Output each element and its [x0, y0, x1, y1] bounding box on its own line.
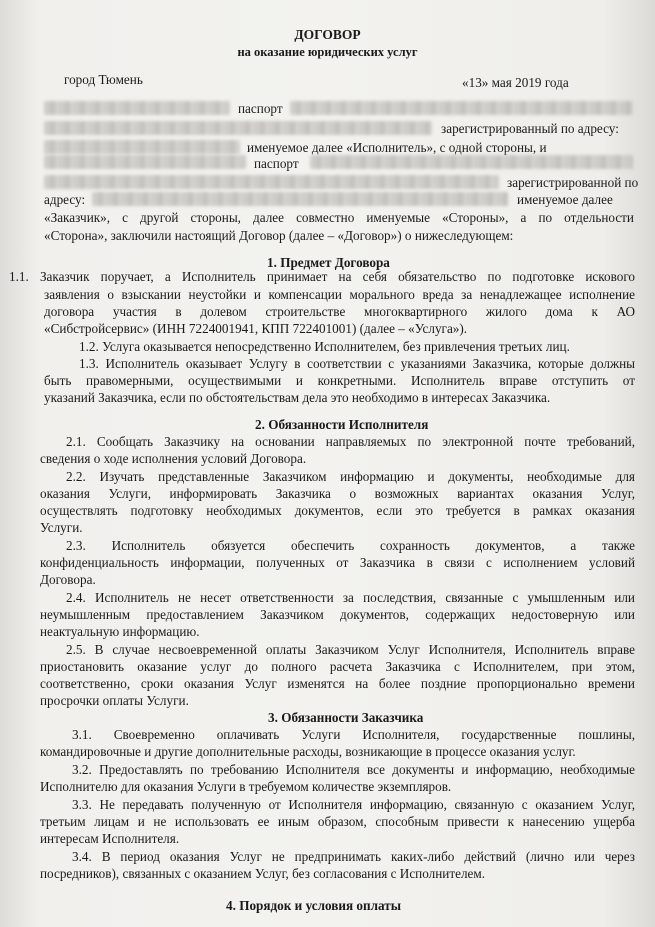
- clause-1-2: 1.2. Услуга оказывается непосредственно Исполнителем, без привлечения третьих лиц.: [79, 339, 570, 354]
- section-3-heading: 3. Обязанности Заказчика: [268, 710, 424, 725]
- city: город Тюмень: [64, 72, 143, 87]
- clause-3-2-line-2: Исполнителю для оказания Услуги в требуемом количестве экземпляров.: [40, 779, 452, 794]
- redacted-name: [44, 101, 230, 115]
- redacted-passport-issue: [44, 121, 432, 135]
- clause-1-1-line-1: 1.1. Заказчик поручает, а Исполнитель принимает на себя обязательство по подготовке искового: [9, 269, 635, 284]
- redacted-passport: [290, 101, 633, 115]
- parties-line-7: «Заказчик», с другой стороны, далее совместно именуемые «Стороны», а по отдельности: [44, 210, 634, 225]
- clause-2-3-line-2: конфиденциальность информации, полученных от Заказчика в связи с исполнением условий: [40, 555, 635, 570]
- clause-1-1-line-4: «Сибстройсервис» (ИНН 7224001941, КПП 722401001) (далее – «Услуга»).: [44, 321, 468, 336]
- clause-3-3-line-3: интересам Исполнителя.: [40, 831, 180, 846]
- redacted-name-2: [44, 155, 246, 169]
- section-1-heading: 1. Предмет Договора: [267, 255, 390, 270]
- redacted-address: [44, 140, 240, 154]
- clause-2-2-line-1: 2.2. Изучать представленные Заказчиком информацию и документы, необходимые для: [66, 469, 635, 484]
- clause-2-3-line-1: 2.3. Исполнитель обязуется обеспечить сохранность документов, а также: [66, 538, 635, 553]
- clause-2-5-line-3: соответственно, сроки оказания Услуг изменятся на более поздние пропорционально времени: [40, 676, 635, 691]
- section-4-heading: 4. Порядок и условия оплаты: [226, 898, 402, 913]
- clause-3-1-line-2: командировочные и другие дополнительные расходы, возникающие в процессе оказания услуг.: [40, 744, 576, 759]
- clause-2-1-line-2: сведения о ходе исполнения условий Договора.: [40, 451, 307, 466]
- parties-line-8: «Сторона», заключили настоящий Договор (далее – «Договор») о нижеследующем:: [44, 228, 514, 243]
- redacted-address-2: [92, 192, 508, 206]
- clause-2-2-line-4: Услуги.: [40, 520, 83, 535]
- clause-1-3-line-1: 1.3. Исполнитель оказывает Услугу в соответствии с указаниями Заказчика, которые должны: [79, 356, 635, 371]
- clause-3-4-line-1: 3.4. В период оказания Услуг не предпринимать каких-либо действий (лично или через: [72, 849, 635, 864]
- parties-line-2: зарегистрированный по адресу:: [441, 121, 619, 136]
- parties-line-6a: адресу:: [44, 192, 86, 207]
- parties-line-5: зарегистрированной по: [507, 175, 639, 190]
- redacted-passport-issue-2: [44, 175, 499, 189]
- clause-2-2-line-3: осуществлять подготовку необходимых документов, если это требуется в рамках оказания: [40, 503, 635, 518]
- clause-1-1-line-2: заявления о взыскании неустойки и компенсации морального вреда за ненадлежащее исполнение: [44, 287, 635, 302]
- clause-2-5-line-2: приостановить оказание услуг до полного расчета Заказчика с Исполнителем, при этом,: [40, 659, 635, 674]
- parties-line-6b: именуемое далее: [517, 192, 613, 207]
- clause-2-5-line-1: 2.5. В случае несвоевременной оплаты Заказчиком Услуг Исполнителя, Исполнитель вправе: [66, 642, 635, 657]
- clause-2-2-line-2: оказания Услуги, информировать Заказчика о возможных вариантах оказания Услуг,: [40, 486, 635, 501]
- clause-3-3-line-2: третьим лицам и не использовать ее иным образом, способным привести к нанесению ущерба: [40, 814, 635, 829]
- section-2-heading: 2. Обязанности Исполнителя: [255, 417, 429, 432]
- clause-2-4-line-3: неактуальную информацию.: [40, 624, 200, 639]
- parties-line-1: паспорт: [238, 101, 283, 116]
- document-subtitle: на оказание юридических услуг: [237, 45, 418, 59]
- clause-2-1-line-1: 2.1. Сообщать Заказчику на основании направляемых по электронной почте требований,: [66, 434, 635, 449]
- parties-line-3: именуемое далее «Исполнитель», с одной стороны, и: [247, 140, 547, 155]
- clause-1-3-line-3: указаний Заказчика, если по обстоятельствам дела это необходимо в интересах Заказчика.: [44, 390, 551, 405]
- clause-3-3-line-1: 3.3. Не передавать полученную от Исполнителя информацию, связанную с оказанием Услуг,: [72, 797, 635, 812]
- clause-3-4-line-2: посредников), связанных с оказанием Услуг, без согласования с Исполнителем.: [40, 866, 486, 881]
- parties-line-4: паспорт: [254, 156, 299, 171]
- clause-2-3-line-3: Договора.: [40, 572, 96, 587]
- contract-date: «13» мая 2019 года: [462, 75, 569, 90]
- document-title: ДОГОВОР: [294, 27, 361, 42]
- clause-3-1-line-1: 3.1. Своевременно оплачивать Услуги Исполнителя, государственные пошлины,: [72, 727, 635, 742]
- clause-3-2-line-1: 3.2. Предоставлять по требованию Исполнителя все документы и информацию, необходимые: [72, 762, 635, 777]
- redacted-passport-2: [310, 155, 633, 169]
- clause-1-3-line-2: быть правомерными, осуществимыми и конкретными. Исполнитель вправе отступить от: [44, 373, 635, 388]
- clause-1-1-line-3: договора участия в долевом строительстве многоквартирного жилого дома к АО: [44, 304, 635, 319]
- clause-2-4-line-2: неумышленным предоставлением Заказчиком документов, содержащих недостоверную или: [40, 607, 635, 622]
- clause-2-4-line-1: 2.4. Исполнитель не несет ответственности за последствия, связанные с умышленным или: [66, 590, 635, 605]
- clause-2-5-line-4: просрочки оплаты Услуги.: [40, 693, 189, 708]
